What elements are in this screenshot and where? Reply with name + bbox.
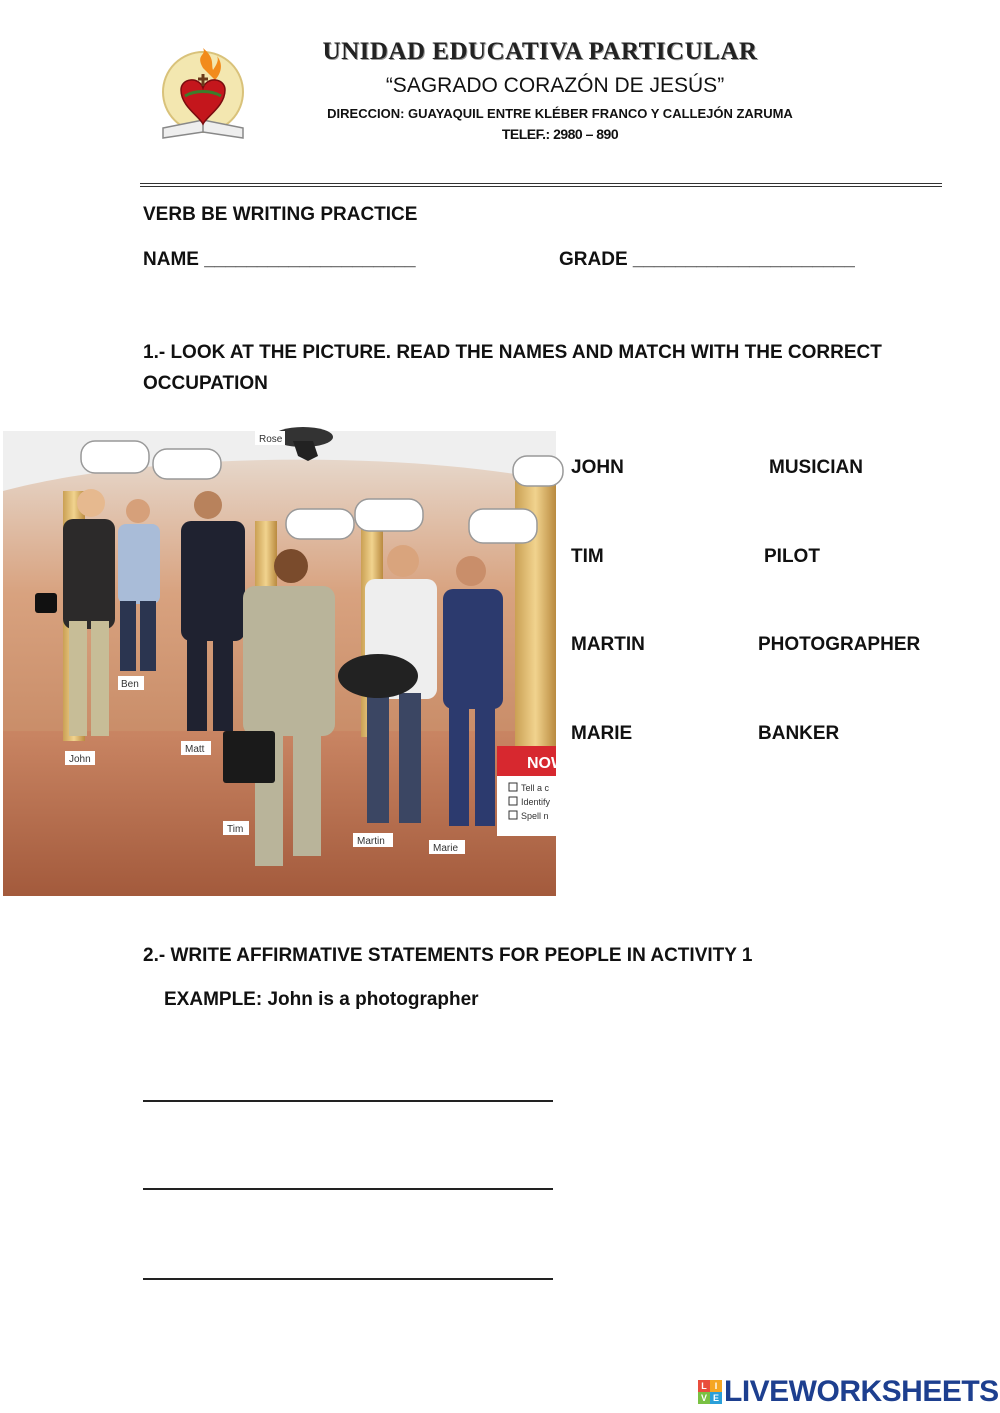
match-name[interactable]: TIM <box>571 546 604 567</box>
match-occupation[interactable]: PHOTOGRAPHER <box>758 634 921 655</box>
answer-line[interactable] <box>143 1100 553 1102</box>
label-john: John <box>69 754 91 765</box>
match-name[interactable]: MARTIN <box>571 634 645 655</box>
match-occupation[interactable]: BANKER <box>758 723 840 744</box>
school-motto: “SAGRADO CORAZÓN DE JESÚS” <box>385 74 725 97</box>
brand-name: LIVEWORKSHEETS <box>724 1375 999 1408</box>
match-name[interactable]: MARIE <box>571 723 633 744</box>
school-phone: TELEF.: 2980 – 890 <box>501 126 619 142</box>
label-martin: Martin <box>357 836 385 847</box>
activity1-instruction: 1.- LOOK AT THE PICTURE. READ THE NAMES AND MATCH WITH THE CORRECT OCCUPATION <box>143 342 882 394</box>
checklist-item: Identify <box>521 797 551 807</box>
brand-mark-letter: V <box>698 1392 710 1404</box>
school-address: DIRECCION: GUAYAQUIL ENTRE KLÉBER FRANCO Y CALLEJÓN ZARUMA <box>327 106 793 121</box>
activity2-example: EXAMPLE: John is a photographer <box>164 989 479 1010</box>
school-logo <box>155 50 251 142</box>
checklist-item: Tell a c <box>521 783 550 793</box>
brand-mark-icon <box>698 1380 722 1404</box>
match-occupation[interactable]: MUSICIAN <box>769 457 863 478</box>
label-matt: Matt <box>185 744 205 755</box>
answer-line[interactable] <box>143 1188 553 1190</box>
brand-mark-letter: I <box>710 1380 722 1392</box>
people-illustration <box>3 431 567 896</box>
now-label: NOW <box>527 755 567 772</box>
label-marie: Marie <box>433 843 459 854</box>
name-field[interactable]: NAME ____________________ <box>143 249 416 270</box>
checklist-item: Spell n <box>521 811 549 821</box>
answer-line[interactable] <box>143 1278 553 1280</box>
label-rose: Rose <box>259 434 283 445</box>
grade-field[interactable]: GRADE _____________________ <box>559 249 855 270</box>
match-occupation[interactable]: PILOT <box>764 546 820 567</box>
brand-mark-letter: L <box>698 1380 710 1392</box>
header-divider <box>140 186 942 187</box>
liveworksheets-logo <box>698 1374 999 1410</box>
label-ben: Ben <box>121 679 139 690</box>
label-tim: Tim <box>227 824 244 835</box>
match-name[interactable]: JOHN <box>571 457 624 478</box>
activity2-instruction: 2.- WRITE AFFIRMATIVE STATEMENTS FOR PEOPLE IN ACTIVITY 1 <box>143 945 753 966</box>
school-name: UNIDAD EDUCATIVA PARTICULAR <box>322 38 758 65</box>
brand-mark-letter: E <box>710 1392 722 1404</box>
worksheet-title: VERB BE WRITING PRACTICE <box>143 204 418 225</box>
header-divider <box>140 183 942 184</box>
